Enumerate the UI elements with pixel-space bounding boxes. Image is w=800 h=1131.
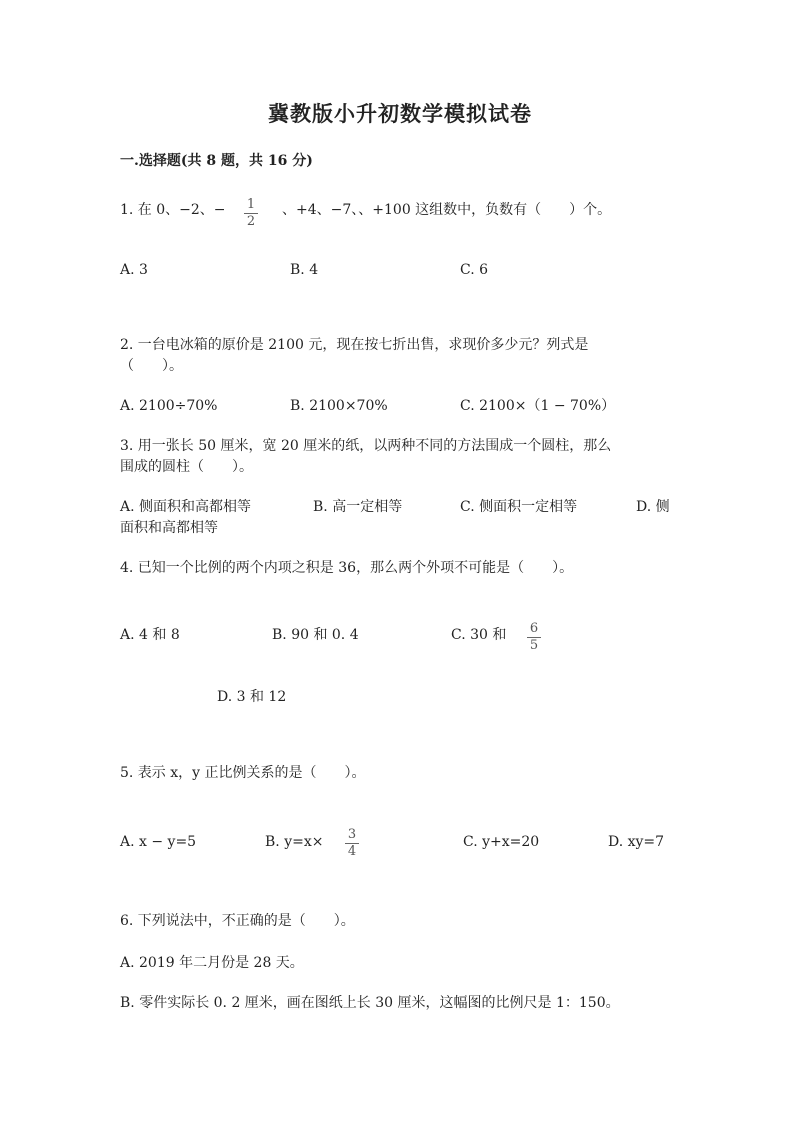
q1-fraction [244, 197, 258, 230]
q2-option-b: B. 2100×70% [290, 398, 388, 414]
q3-option-d: D. 侧 [636, 499, 670, 515]
q4-option-d: D. 3 和 12 [217, 689, 287, 705]
q4-stem: 4. 已知一个比例的两个内项之积是 36，那么两个外项不可能是（ ）。 [120, 560, 574, 576]
q2-option-c: C. 2100×（1 − 70%） [460, 398, 616, 414]
q4-fraction-numerator: 6 [527, 621, 541, 638]
q4-option-c: C. 30 和 [451, 627, 507, 643]
q4-fraction-denominator: 5 [529, 638, 539, 653]
q5-fraction [345, 827, 359, 860]
q5-option-a: A. x − y=5 [120, 834, 197, 850]
q2-stem-line1: 2. 一台电冰箱的原价是 2100 元，现在按七折出售，求现价多少元？列式是 [120, 337, 589, 353]
q3-option-d-continued: 面积和高都相等 [120, 520, 218, 536]
q3-stem-line1: 3. 用一张长 50 厘米，宽 20 厘米的纸，以两种不同的方法围成一个圆柱，那么 [120, 438, 612, 454]
q5-stem: 5. 表示 x，y 正比例关系的是（ ）。 [120, 765, 366, 781]
section-heading: 一.选择题(共 8 题，共 16 分) [120, 153, 313, 169]
q5-option-b: B. y=x× [265, 834, 324, 850]
q3-option-a: A. 侧面积和高都相等 [120, 499, 252, 515]
q6-stem: 6. 下列说法中，不正确的是（ ）。 [120, 913, 355, 929]
q4-option-b: B. 90 和 0. 4 [272, 627, 359, 643]
q1-stem-start: 1. 在 0、−2、− [120, 202, 226, 218]
q5-option-d: D. xy=7 [608, 834, 665, 850]
q5-option-c: C. y+x=20 [463, 834, 540, 850]
q1-fraction-denominator: 2 [246, 214, 256, 229]
q1-option-a: A. 3 [120, 262, 148, 278]
q1-stem-end: 、+4、−7、、+100 这组数中，负数有（ ）个。 [282, 202, 612, 218]
q2-stem-line2: （ ）。 [120, 358, 183, 374]
q6-option-a: A. 2019 年二月份是 28 天。 [120, 955, 304, 971]
q2-option-a: A. 2100÷70% [120, 398, 218, 414]
q5-fraction-denominator: 4 [347, 844, 357, 859]
exam-title: 冀教版小升初数学模拟试卷 [268, 101, 532, 126]
q4-option-a: A. 4 和 8 [120, 627, 180, 643]
q3-option-b: B. 高一定相等 [313, 499, 403, 515]
q4-fraction [527, 621, 541, 654]
q5-fraction-numerator: 3 [345, 827, 359, 844]
q1-option-b: B. 4 [290, 262, 319, 278]
q6-option-b: B. 零件实际长 0. 2 厘米，画在图纸上长 30 厘米，这幅图的比例尺是 1：150。 [120, 995, 620, 1011]
q3-stem-line2: 围成的圆柱（ ）。 [120, 459, 253, 475]
q3-option-c: C. 侧面积一定相等 [460, 499, 578, 515]
q1-option-c: C. 6 [460, 262, 489, 278]
q1-fraction-numerator: 1 [244, 197, 258, 214]
